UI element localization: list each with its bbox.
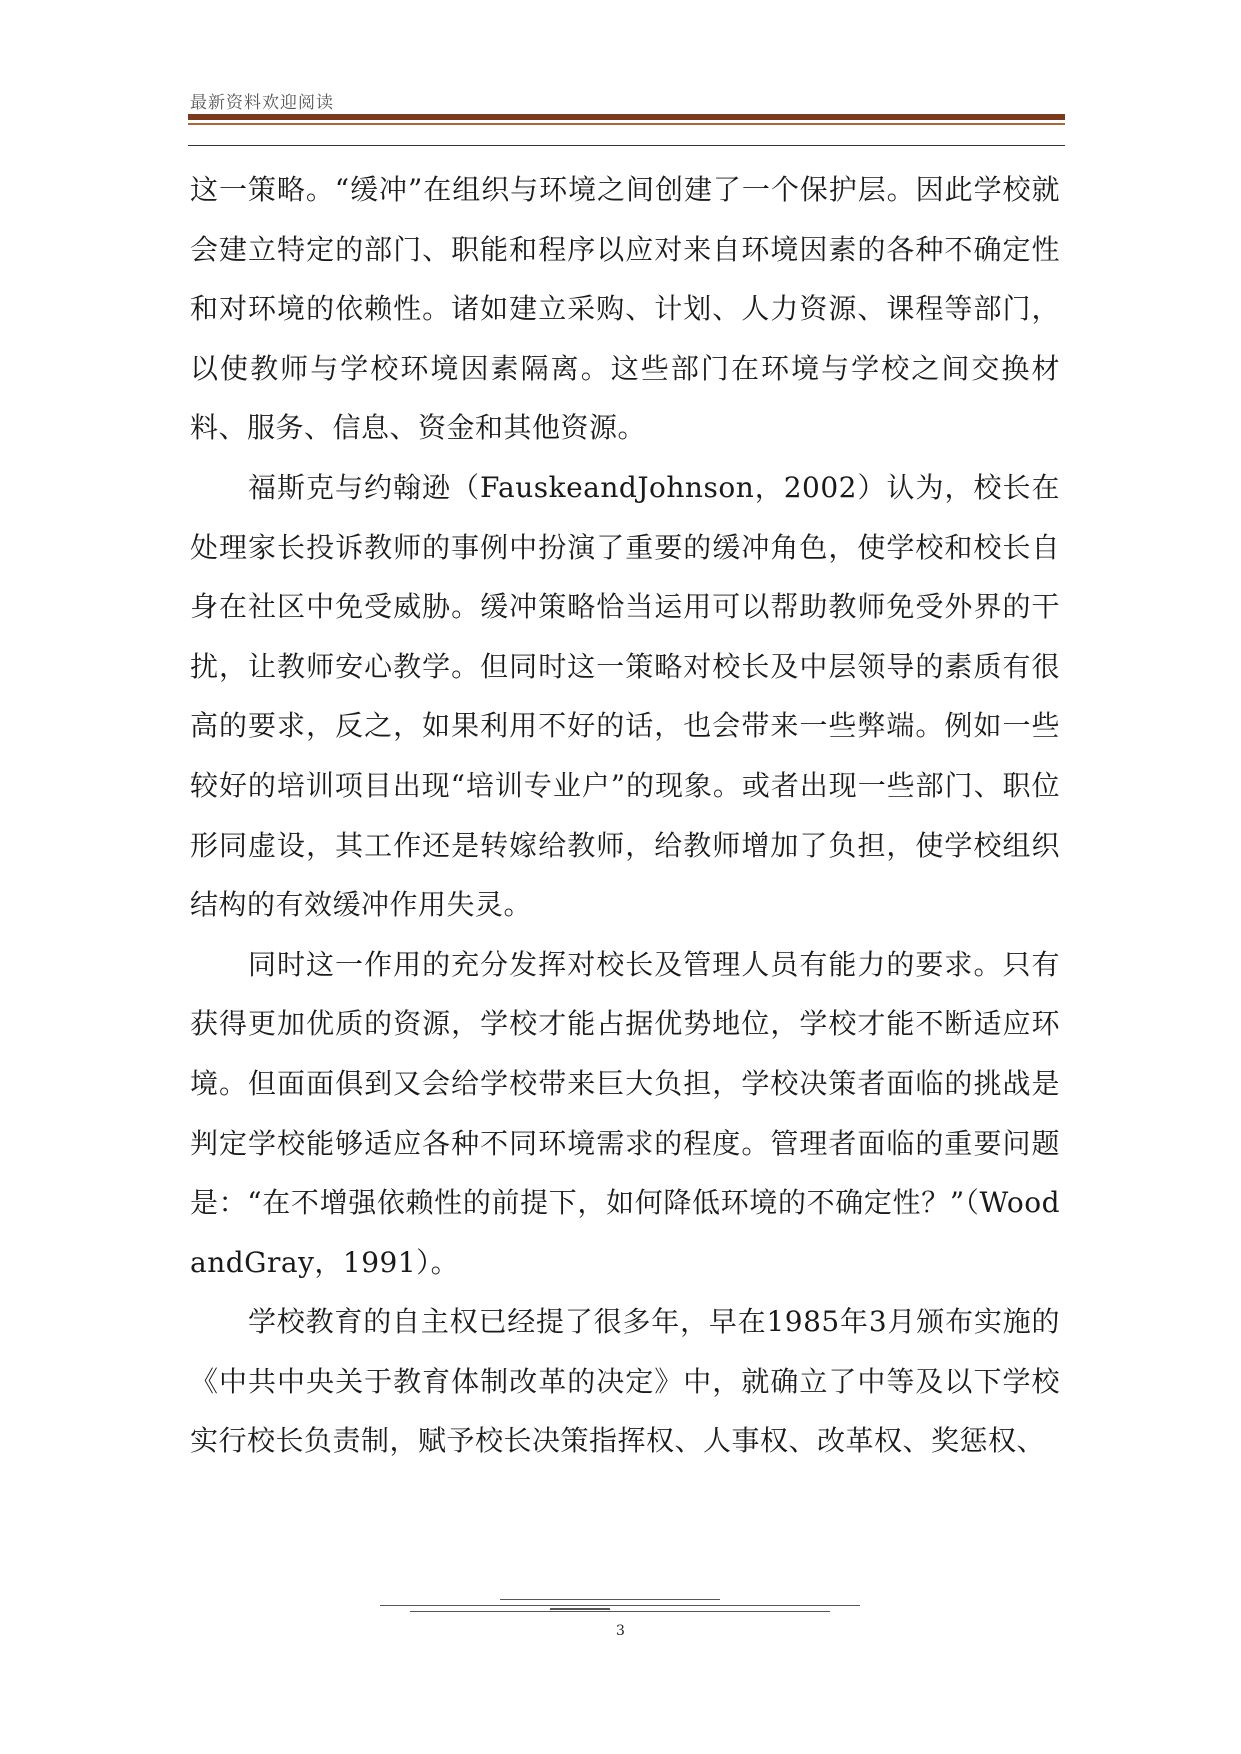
footer-rule-3 (410, 1611, 830, 1612)
paragraph-3: 同时这一作用的充分发挥对校长及管理人员有能力的要求。只有获得更加优质的资源，学校才能占据优势地位，学校才能不断适应环境。但面面俱到又会给学校带来巨大负担，学校决策者面临的挑战是判定学校能够适应各种不同环境需求的程度。管理者面临的重要问题是：“在不增强依赖性的前提下，如何降低环境的不确定性？”（WoodandGray，1991）。 (190, 947, 1060, 1279)
paragraph-4: 学校教育的自主权已经提了很多年，早在1985年3月颁布实施的《中共中央关于教育体制改革的决定》中，就确立了中等及以下学校实行校长负责制，赋予校长决策指挥权、人事权、改革权、奖惩权、 (190, 1305, 1060, 1458)
footer-rule-4 (550, 1608, 610, 1610)
header-rule-bottom (188, 145, 1065, 146)
footer-rule-2 (500, 1599, 720, 1600)
document-body (190, 160, 1060, 1471)
page-number: 3 (616, 1623, 625, 1639)
footer-rule-1 (380, 1605, 860, 1606)
running-header: 最新资料欢迎阅读 (190, 93, 334, 113)
paragraph-2: 福斯克与约翰逊（FauskeandJohnson，2002）认为，校长在处理家长投诉教师的事例中扮演了重要的缓冲角色，使学校和校长自身在社区中免受威胁。缓冲策略恰当运用可以帮助教师免受外界的干扰，让教师安心教学。但同时这一策略对校长及中层领导的素质有很高的要求，反之，如果利用不好的话，也会带来一些弊端。例如一些较好的培训项目出现“培训专业户”的现象。或者出现一些部门、职位形同虚设，其工作还是转嫁给教师，给教师增加了负担，使学校组织结构的有效缓冲作用失灵。 (190, 470, 1060, 922)
header-rule-thick (188, 114, 1065, 120)
paragraph-1: 这一策略。“缓冲”在组织与环境之间创建了一个保护层。因此学校就会建立特定的部门、职能和程序以应对来自环境因素的各种不确定性和对环境的依赖性。诸如建立采购、计划、人力资源、课程等部门，以使教师与学校环境因素隔离。这些部门在环境与学校之间交换材料、服务、信息、资金和其他资源。 (190, 173, 1060, 445)
header-rule-thin (188, 123, 1065, 125)
